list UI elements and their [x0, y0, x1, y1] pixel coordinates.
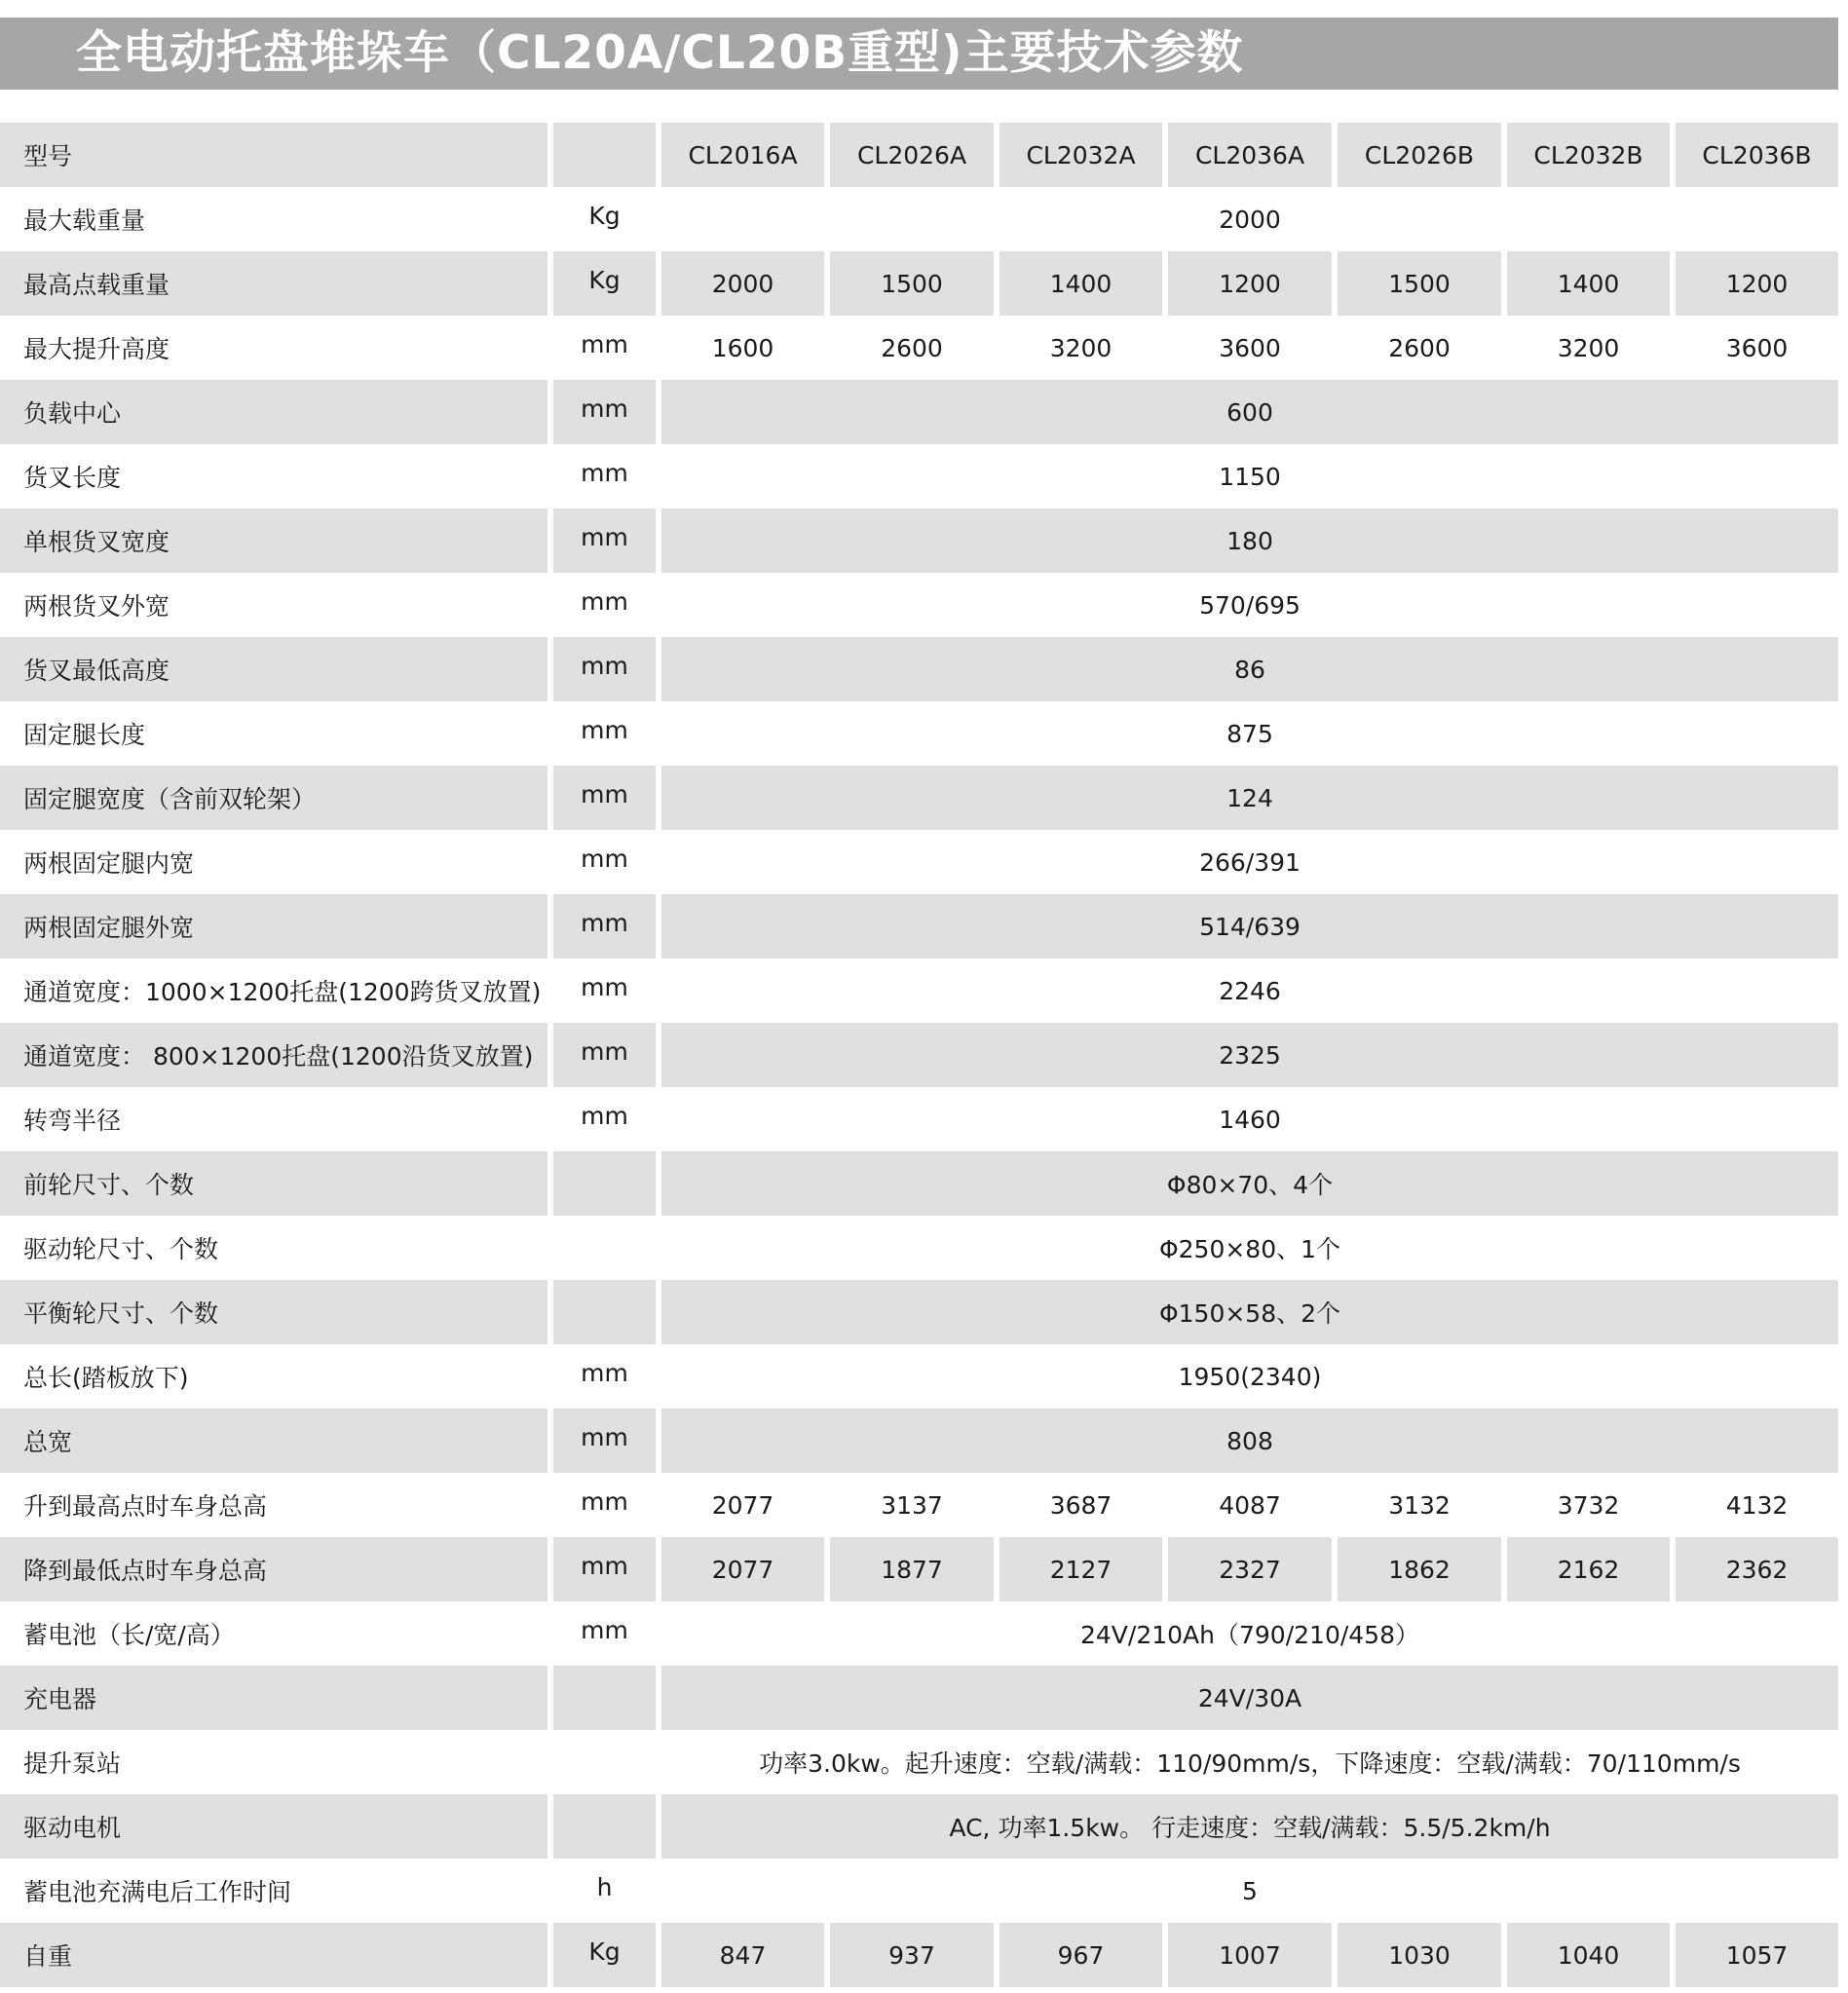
merged-value-cell: 86 [656, 637, 1838, 701]
unit-cell [547, 1730, 656, 1794]
merged-value-cell: Φ150×58、2个 [656, 1280, 1838, 1344]
value-cell: 2077 [656, 1473, 824, 1537]
value-cell: 1200 [1162, 251, 1332, 316]
table-row [0, 1023, 1838, 1087]
value-cell: 2600 [1332, 316, 1501, 380]
unit-cell [547, 1666, 656, 1730]
unit-cell: Kg [547, 187, 656, 251]
model-cell: CL2026B [1332, 123, 1501, 187]
merged-value-cell: 2000 [656, 187, 1838, 251]
value-cell: 4087 [1162, 1473, 1332, 1537]
spec-table [0, 123, 1838, 1987]
table-row [0, 1151, 1838, 1216]
table-row [0, 1794, 1838, 1859]
unit-cell [547, 1794, 656, 1859]
param-cell: 货叉最低高度 [0, 637, 547, 701]
merged-value-cell: 1150 [656, 444, 1838, 508]
header-unit-cell [547, 123, 656, 187]
table-row [0, 1730, 1838, 1794]
unit-cell: mm [547, 316, 656, 380]
param-cell: 两根固定腿内宽 [23, 849, 195, 878]
table-row [0, 1280, 1838, 1344]
param-cell: 平衡轮尺寸、个数 [0, 1280, 547, 1344]
unit-cell: mm [547, 830, 656, 894]
param-cell: 降到最低点时车身总高 [0, 1537, 547, 1601]
value-cell: 1057 [1670, 1923, 1838, 1987]
value-cell: 1040 [1501, 1923, 1670, 1987]
value-cell: 3732 [1501, 1473, 1670, 1537]
value-cell: 2362 [1670, 1537, 1838, 1601]
spec-table-body [0, 123, 1838, 1987]
unit-cell: Kg [547, 1923, 656, 1987]
merged-value-cell: 266/391 [656, 830, 1838, 894]
value-cell: 1500 [1332, 251, 1501, 316]
value-cell: 1007 [1162, 1923, 1332, 1987]
merged-value-cell: 808 [656, 1409, 1838, 1473]
model-cell: CL2032A [994, 123, 1162, 187]
table-row [0, 1344, 1838, 1409]
table-row [0, 1087, 1838, 1151]
param-cell: 总长(踏板放下) [23, 1364, 189, 1392]
value-cell: 3137 [824, 1473, 994, 1537]
param-cell: 驱动电机 [0, 1794, 547, 1859]
unit-cell: mm [547, 444, 656, 508]
unit-cell: mm [547, 1473, 656, 1537]
unit-cell: mm [547, 508, 656, 573]
unit-cell: mm [547, 1537, 656, 1601]
unit-cell: Kg [547, 251, 656, 316]
table-row [0, 830, 1838, 894]
merged-value-cell: 2325 [656, 1023, 1838, 1087]
value-cell: 1877 [824, 1537, 994, 1601]
value-cell: 2077 [656, 1537, 824, 1601]
value-cell: 1600 [656, 316, 824, 380]
unit-cell: mm [547, 766, 656, 830]
param-cell: 负载中心 [0, 380, 547, 444]
table-row [0, 1923, 1838, 1987]
merged-value-cell: 24V/210Ah（790/210/458） [656, 1601, 1838, 1666]
param-cell: 总宽 [0, 1409, 547, 1473]
value-cell: 3200 [994, 316, 1162, 380]
table-row [0, 187, 1838, 251]
table-row [0, 251, 1838, 316]
unit-cell: mm [547, 1601, 656, 1666]
value-cell: 847 [656, 1923, 824, 1987]
merged-value-cell: 功率3.0kw。起升速度：空载/满载：110/90mm/s，下降速度：空载/满载：70/110mm/s [656, 1730, 1838, 1794]
merged-value-cell: 1950(2340) [656, 1344, 1838, 1409]
model-cell: CL2016A [656, 123, 824, 187]
table-row [0, 637, 1838, 701]
model-cell: CL2036A [1162, 123, 1332, 187]
table-row [0, 1601, 1838, 1666]
unit-cell [547, 1280, 656, 1344]
merged-value-cell: 180 [656, 508, 1838, 573]
unit-cell: mm [547, 894, 656, 959]
table-row [0, 1216, 1838, 1280]
merged-value-cell: Φ250×80、1个 [656, 1216, 1838, 1280]
unit-cell: mm [547, 701, 656, 766]
param-cell: 通道宽度：1000×1200托盘(1200跨货叉放置) [23, 978, 542, 1006]
table-row [0, 1859, 1838, 1923]
param-cell: 固定腿长度 [23, 721, 146, 749]
merged-value-cell: 24V/30A [656, 1666, 1838, 1730]
param-cell: 转弯半径 [23, 1107, 122, 1135]
header-param-cell: 型号 [0, 123, 547, 187]
param-cell: 两根货叉外宽 [23, 592, 170, 620]
table-row [0, 316, 1838, 380]
unit-cell: mm [547, 959, 656, 1023]
model-cell: CL2026A [824, 123, 994, 187]
param-cell: 最高点载重量 [0, 251, 547, 316]
value-cell: 1030 [1332, 1923, 1501, 1987]
value-cell: 3200 [1501, 316, 1670, 380]
value-cell: 2127 [994, 1537, 1162, 1601]
unit-cell: mm [547, 1023, 656, 1087]
value-cell: 3132 [1332, 1473, 1501, 1537]
merged-value-cell: 1460 [656, 1087, 1838, 1151]
param-cell: 固定腿宽度（含前双轮架） [0, 766, 547, 830]
param-cell: 货叉长度 [23, 464, 122, 492]
param-cell: 升到最高点时车身总高 [23, 1492, 268, 1521]
model-cell: CL2036B [1670, 123, 1838, 187]
unit-cell: mm [547, 1087, 656, 1151]
param-cell: 自重 [0, 1923, 547, 1987]
unit-cell: mm [547, 573, 656, 637]
value-cell: 1500 [824, 251, 994, 316]
merged-value-cell: 875 [656, 701, 1838, 766]
table-row [0, 894, 1838, 959]
param-cell: 充电器 [0, 1666, 547, 1730]
merged-value-cell: AC, 功率1.5kw。 行走速度：空载/满载：5.5/5.2km/h [656, 1794, 1838, 1859]
table-row [0, 1473, 1838, 1537]
merged-value-cell: Φ80×70、4个 [656, 1151, 1838, 1216]
unit-cell: mm [547, 1344, 656, 1409]
param-cell: 单根货叉宽度 [0, 508, 547, 573]
value-cell: 1200 [1670, 251, 1838, 316]
table-row [0, 1666, 1838, 1730]
merged-value-cell: 570/695 [656, 573, 1838, 637]
header-row [0, 123, 1838, 187]
value-cell: 2327 [1162, 1537, 1332, 1601]
param-cell: 驱动轮尺寸、个数 [23, 1235, 219, 1263]
value-cell: 4132 [1670, 1473, 1838, 1537]
merged-value-cell: 5 [656, 1859, 1838, 1923]
param-cell: 通道宽度： 800×1200托盘(1200沿货叉放置) [0, 1023, 547, 1087]
unit-cell [547, 1216, 656, 1280]
param-cell: 蓄电池充满电后工作时间 [23, 1878, 292, 1906]
table-row [0, 1537, 1838, 1601]
merged-value-cell: 124 [656, 766, 1838, 830]
table-row [0, 959, 1838, 1023]
merged-value-cell: 2246 [656, 959, 1838, 1023]
unit-cell: mm [547, 637, 656, 701]
param-cell: 蓄电池（长/宽/高） [23, 1621, 235, 1649]
value-cell: 967 [994, 1923, 1162, 1987]
value-cell: 3600 [1670, 316, 1838, 380]
value-cell: 3600 [1162, 316, 1332, 380]
table-row [0, 701, 1838, 766]
table-row [0, 766, 1838, 830]
param-cell: 两根固定腿外宽 [0, 894, 547, 959]
table-row [0, 380, 1838, 444]
value-cell: 2162 [1501, 1537, 1670, 1601]
param-cell: 提升泵站 [23, 1749, 122, 1778]
table-row [0, 508, 1838, 573]
table-row [0, 444, 1838, 508]
title-bar [0, 18, 1838, 90]
value-cell: 1400 [1501, 251, 1670, 316]
model-cell: CL2032B [1501, 123, 1670, 187]
param-cell: 前轮尺寸、个数 [0, 1151, 547, 1216]
merged-value-cell: 514/639 [656, 894, 1838, 959]
value-cell: 3687 [994, 1473, 1162, 1537]
unit-cell: mm [547, 380, 656, 444]
merged-value-cell: 600 [656, 380, 1838, 444]
table-row [0, 573, 1838, 637]
page-title: 全电动托盘堆垛车（CL20A/CL20B重型)主要技术参数 [76, 26, 1244, 80]
param-cell: 最大载重量 [23, 207, 146, 235]
unit-cell: mm [547, 1409, 656, 1473]
value-cell: 1400 [994, 251, 1162, 316]
unit-cell: h [547, 1859, 656, 1923]
param-cell: 最大提升高度 [23, 335, 170, 363]
value-cell: 937 [824, 1923, 994, 1987]
unit-cell [547, 1151, 656, 1216]
value-cell: 1862 [1332, 1537, 1501, 1601]
value-cell: 2600 [824, 316, 994, 380]
table-row [0, 1409, 1838, 1473]
value-cell: 2000 [656, 251, 824, 316]
